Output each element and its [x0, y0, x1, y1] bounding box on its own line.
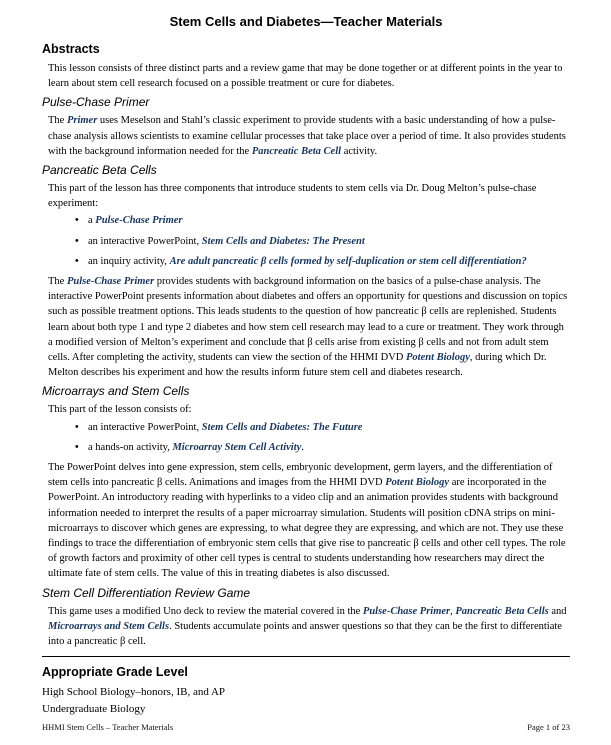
bullet-item: • an inquiry activity, Are adult pancreatic β cells formed by self-duplication or stem cell differentiation?	[88, 254, 570, 269]
pancreatic-beta-cells-intro: This part of the lesson has three components that introduce students to stem cells via Dr. Doug Melton’s pulse-chase experiment:	[48, 183, 537, 210]
grade-level-line: Undergraduate Biology	[42, 702, 146, 715]
microarrays-bullet-list	[42, 420, 570, 455]
pulse-chase-primer-paragraph: The Primer uses Meselson and Stahl’s classic experiment to provide students with a basic understanding of how a pulse-chase analysis allows scientists to examine cellular processes that take place over a period of time. It also provides students with the background information needed for the Pancreatic Beta Cell activity.	[48, 115, 566, 157]
review-game-body: This game uses a modified Uno deck to review the material covered in the Pulse-Chase Primer, Pancreatic Beta Cells and Microarrays and Stem Cells. Students accumulate points and answer questions so that they can be the first to differentiate into a pancreatic β cell.	[48, 605, 567, 648]
section-heading-grade-level: Appropriate Grade Level	[42, 665, 188, 680]
bullet-item: • a Pulse-Chase Primer	[88, 213, 570, 228]
bullet-item: • an interactive PowerPoint, Stem Cells and Diabetes: The Future	[88, 420, 570, 435]
page-title: Stem Cells and Diabetes—Teacher Materials	[169, 14, 443, 29]
subheading-review-game: Stem Cell Differentiation Review Game	[42, 585, 251, 600]
section-heading-abstracts: Abstracts	[42, 42, 100, 56]
footer-document-name: HHMI Stem Cells – Teacher Materials	[42, 722, 174, 732]
pancreatic-beta-cells-bullet-list	[42, 213, 570, 269]
subheading-pancreatic-beta-cells: Pancreatic Beta Cells	[42, 163, 157, 178]
subheading-pulse-chase-primer: Pulse-Chase Primer	[42, 95, 150, 110]
abstracts-paragraph: This lesson consists of three distinct parts and a review game that may be done together or at different points in the year to learn about stem cell research focused on a possible treatment or cure for diabetes.	[48, 63, 563, 90]
bullet-item: • an interactive PowerPoint, Stem Cells and Diabetes: The Present	[88, 234, 570, 249]
microarrays-intro: This part of the lesson consists of:	[48, 404, 192, 416]
grade-level-line: High School Biology–honors, IB, and AP	[42, 686, 226, 699]
section-divider	[42, 656, 570, 657]
bullet-item: • a hands-on activity, Microarray Stem Cell Activity.	[88, 440, 570, 455]
page-footer	[42, 722, 570, 732]
footer-page-number: Page 1 of 23	[527, 722, 570, 732]
subheading-microarrays: Microarrays and Stem Cells	[42, 384, 190, 399]
pancreatic-beta-cells-body: The Pulse-Chase Primer provides students with background information on the basics of a pulse-chase analysis. The interactive PowerPoint presents information about diabetes and offers an opportunity for questions and discussion on topics such as possible treatment options. This leads students to the question of how pancreatic β cells are replenished. Students learn about both type 1 and type 2 diabetes and how stem cell research may lead to a cure or treatment. They work through a modified version of Melton’s experiment and conclude that β cells arise from existing β cells and not from adult stem cells. After completing the activity, students can view the section of the HHMI DVD Potent Biology, during which Dr. Melton describes his experiment and how the results inform future stem cell and diabetes research.	[48, 276, 568, 379]
microarrays-body: The PowerPoint delves into gene expression, stem cells, embryonic development, germ layers, and the differentiation of stem cells into pancreatic β cells. Animations and images from the HHMI DVD Potent Biology are incorporated in the PowerPoint. An introductory reading with hyperlinks to a video clip and an animation provides students with background information needed to interpret the results of a paper microarray simulation. Students will position cDNA strips on mini-microarrays to discover which genes are expressing, to what degree they are expressing, and which are not. They use these findings to trace the differentiation of embryonic stem cells that give rise to pancreatic β cells and other cell types. The role of growth factors and proximity of other cell types is central to students understanding how researchers may direct the ultimate fate of stem cells. The value of this in treating diabetes is also discussed.	[48, 462, 566, 580]
